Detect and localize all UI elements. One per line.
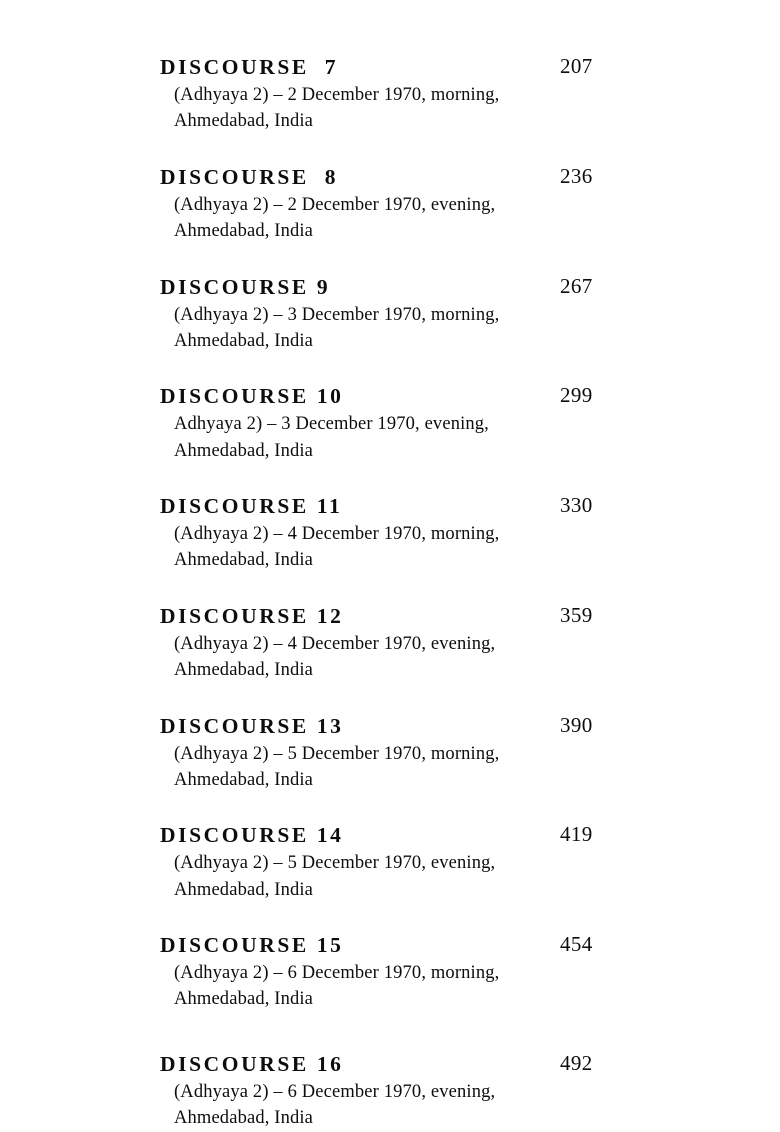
toc-entry[interactable] bbox=[0, 54, 780, 135]
toc-entry[interactable] bbox=[0, 603, 780, 684]
toc-entry-page-number: 236 bbox=[560, 163, 593, 188]
toc-entry-subtitle-line: Ahmedabad, India bbox=[174, 221, 314, 242]
toc-entry[interactable] bbox=[0, 383, 780, 464]
toc-entry-title: DISCOURSE 7 bbox=[160, 55, 339, 79]
toc-entry[interactable] bbox=[0, 274, 780, 355]
toc-entry-head bbox=[160, 54, 670, 80]
toc-entry-title: DISCOURSE 14 bbox=[160, 823, 344, 848]
toc-list bbox=[0, 54, 780, 1132]
toc-entry-subtitle-line: (Adhyaya 2) – 6 December 1970, evening, bbox=[174, 1081, 496, 1102]
toc-entry-page-number: 390 bbox=[560, 712, 593, 737]
toc-entry-subtitle-line: Ahmedabad, India bbox=[174, 111, 314, 132]
toc-entry[interactable] bbox=[0, 493, 780, 574]
toc-entry-subtitle-line: Ahmedabad, India bbox=[174, 879, 314, 900]
toc-entry[interactable] bbox=[0, 164, 780, 245]
toc-entry-subtitle-line: (Adhyaya 2) – 2 December 1970, morning, bbox=[174, 85, 500, 106]
toc-entry-title: DISCOURSE 13 bbox=[160, 713, 344, 738]
toc-entry-page-number: 419 bbox=[560, 822, 593, 847]
toc-entry-subtitle-line: (Adhyaya 2) – 6 December 1970, morning, bbox=[174, 963, 500, 984]
toc-entry-page-number: 454 bbox=[560, 932, 593, 956]
toc-entry-subtitle-line: Adhyaya 2) – 3 December 1970, evening, bbox=[174, 414, 489, 435]
toc-entry[interactable] bbox=[0, 1051, 780, 1132]
toc-entry-head bbox=[160, 822, 670, 848]
toc-entry-title: DISCOURSE 12 bbox=[160, 603, 344, 628]
toc-entry-subtitle-line: (Adhyaya 2) – 5 December 1970, evening, bbox=[174, 853, 496, 874]
toc-entry-head bbox=[160, 1051, 670, 1077]
toc-entry-title: DISCOURSE 11 bbox=[160, 494, 343, 518]
toc-entry-subtitle-line: Ahmedabad, India bbox=[174, 989, 314, 1010]
toc-entry[interactable] bbox=[0, 932, 780, 1013]
toc-entry-subtitle bbox=[174, 521, 670, 574]
toc-entry-subtitle-line: Ahmedabad, India bbox=[174, 769, 314, 790]
toc-entry-page-number: 267 bbox=[560, 273, 593, 298]
toc-entry-page-number: 330 bbox=[560, 493, 593, 517]
toc-entry-subtitle bbox=[174, 1079, 670, 1132]
toc-entry-head bbox=[160, 383, 670, 409]
toc-entry-head bbox=[160, 493, 670, 519]
toc-entry-head bbox=[160, 164, 670, 190]
toc-entry-subtitle-line: Ahmedabad, India bbox=[174, 330, 314, 351]
toc-entry-subtitle-line: Ahmedabad, India bbox=[174, 660, 314, 681]
toc-entry-subtitle bbox=[174, 302, 670, 355]
toc-entry-head bbox=[160, 274, 670, 300]
toc-entry-subtitle-line: (Adhyaya 2) – 2 December 1970, evening, bbox=[174, 194, 496, 215]
toc-entry-subtitle-line: (Adhyaya 2) – 4 December 1970, evening, bbox=[174, 633, 496, 654]
toc-entry-page-number: 492 bbox=[560, 1050, 593, 1075]
toc-entry-title: DISCOURSE 8 bbox=[160, 164, 339, 189]
toc-entry-title: DISCOURSE 10 bbox=[160, 384, 344, 409]
toc-entry[interactable] bbox=[0, 822, 780, 903]
toc-entry-subtitle bbox=[174, 960, 670, 1013]
toc-entry-subtitle-line: (Adhyaya 2) – 3 December 1970, morning, bbox=[174, 304, 500, 325]
toc-entry-subtitle-line: Ahmedabad, India bbox=[174, 1108, 314, 1129]
toc-entry-subtitle bbox=[174, 850, 670, 903]
toc-entry-head bbox=[160, 713, 670, 739]
toc-entry-subtitle bbox=[174, 192, 670, 245]
toc-entry-head bbox=[160, 603, 670, 629]
toc-entry-subtitle bbox=[174, 741, 670, 794]
toc-entry-subtitle bbox=[174, 82, 670, 135]
toc-entry-title: DISCOURSE 16 bbox=[160, 1051, 344, 1076]
toc-entry-page-number: 359 bbox=[560, 602, 593, 627]
toc-entry-subtitle-line: (Adhyaya 2) – 5 December 1970, morning, bbox=[174, 743, 500, 764]
toc-entry-subtitle-line: Ahmedabad, India bbox=[174, 550, 314, 571]
toc-entry-subtitle bbox=[174, 631, 670, 684]
toc-entry-head bbox=[160, 932, 670, 958]
toc-entry-page-number: 299 bbox=[560, 383, 593, 408]
toc-entry-title: DISCOURSE 9 bbox=[160, 274, 331, 299]
toc-entry-title: DISCOURSE 15 bbox=[160, 933, 344, 957]
toc-entry[interactable] bbox=[0, 713, 780, 794]
toc-entry-subtitle bbox=[174, 411, 670, 464]
toc-entry-subtitle-line: Ahmedabad, India bbox=[174, 440, 314, 461]
toc-entry-page-number: 207 bbox=[560, 54, 593, 78]
toc-entry-subtitle-line: (Adhyaya 2) – 4 December 1970, morning, bbox=[174, 524, 500, 545]
